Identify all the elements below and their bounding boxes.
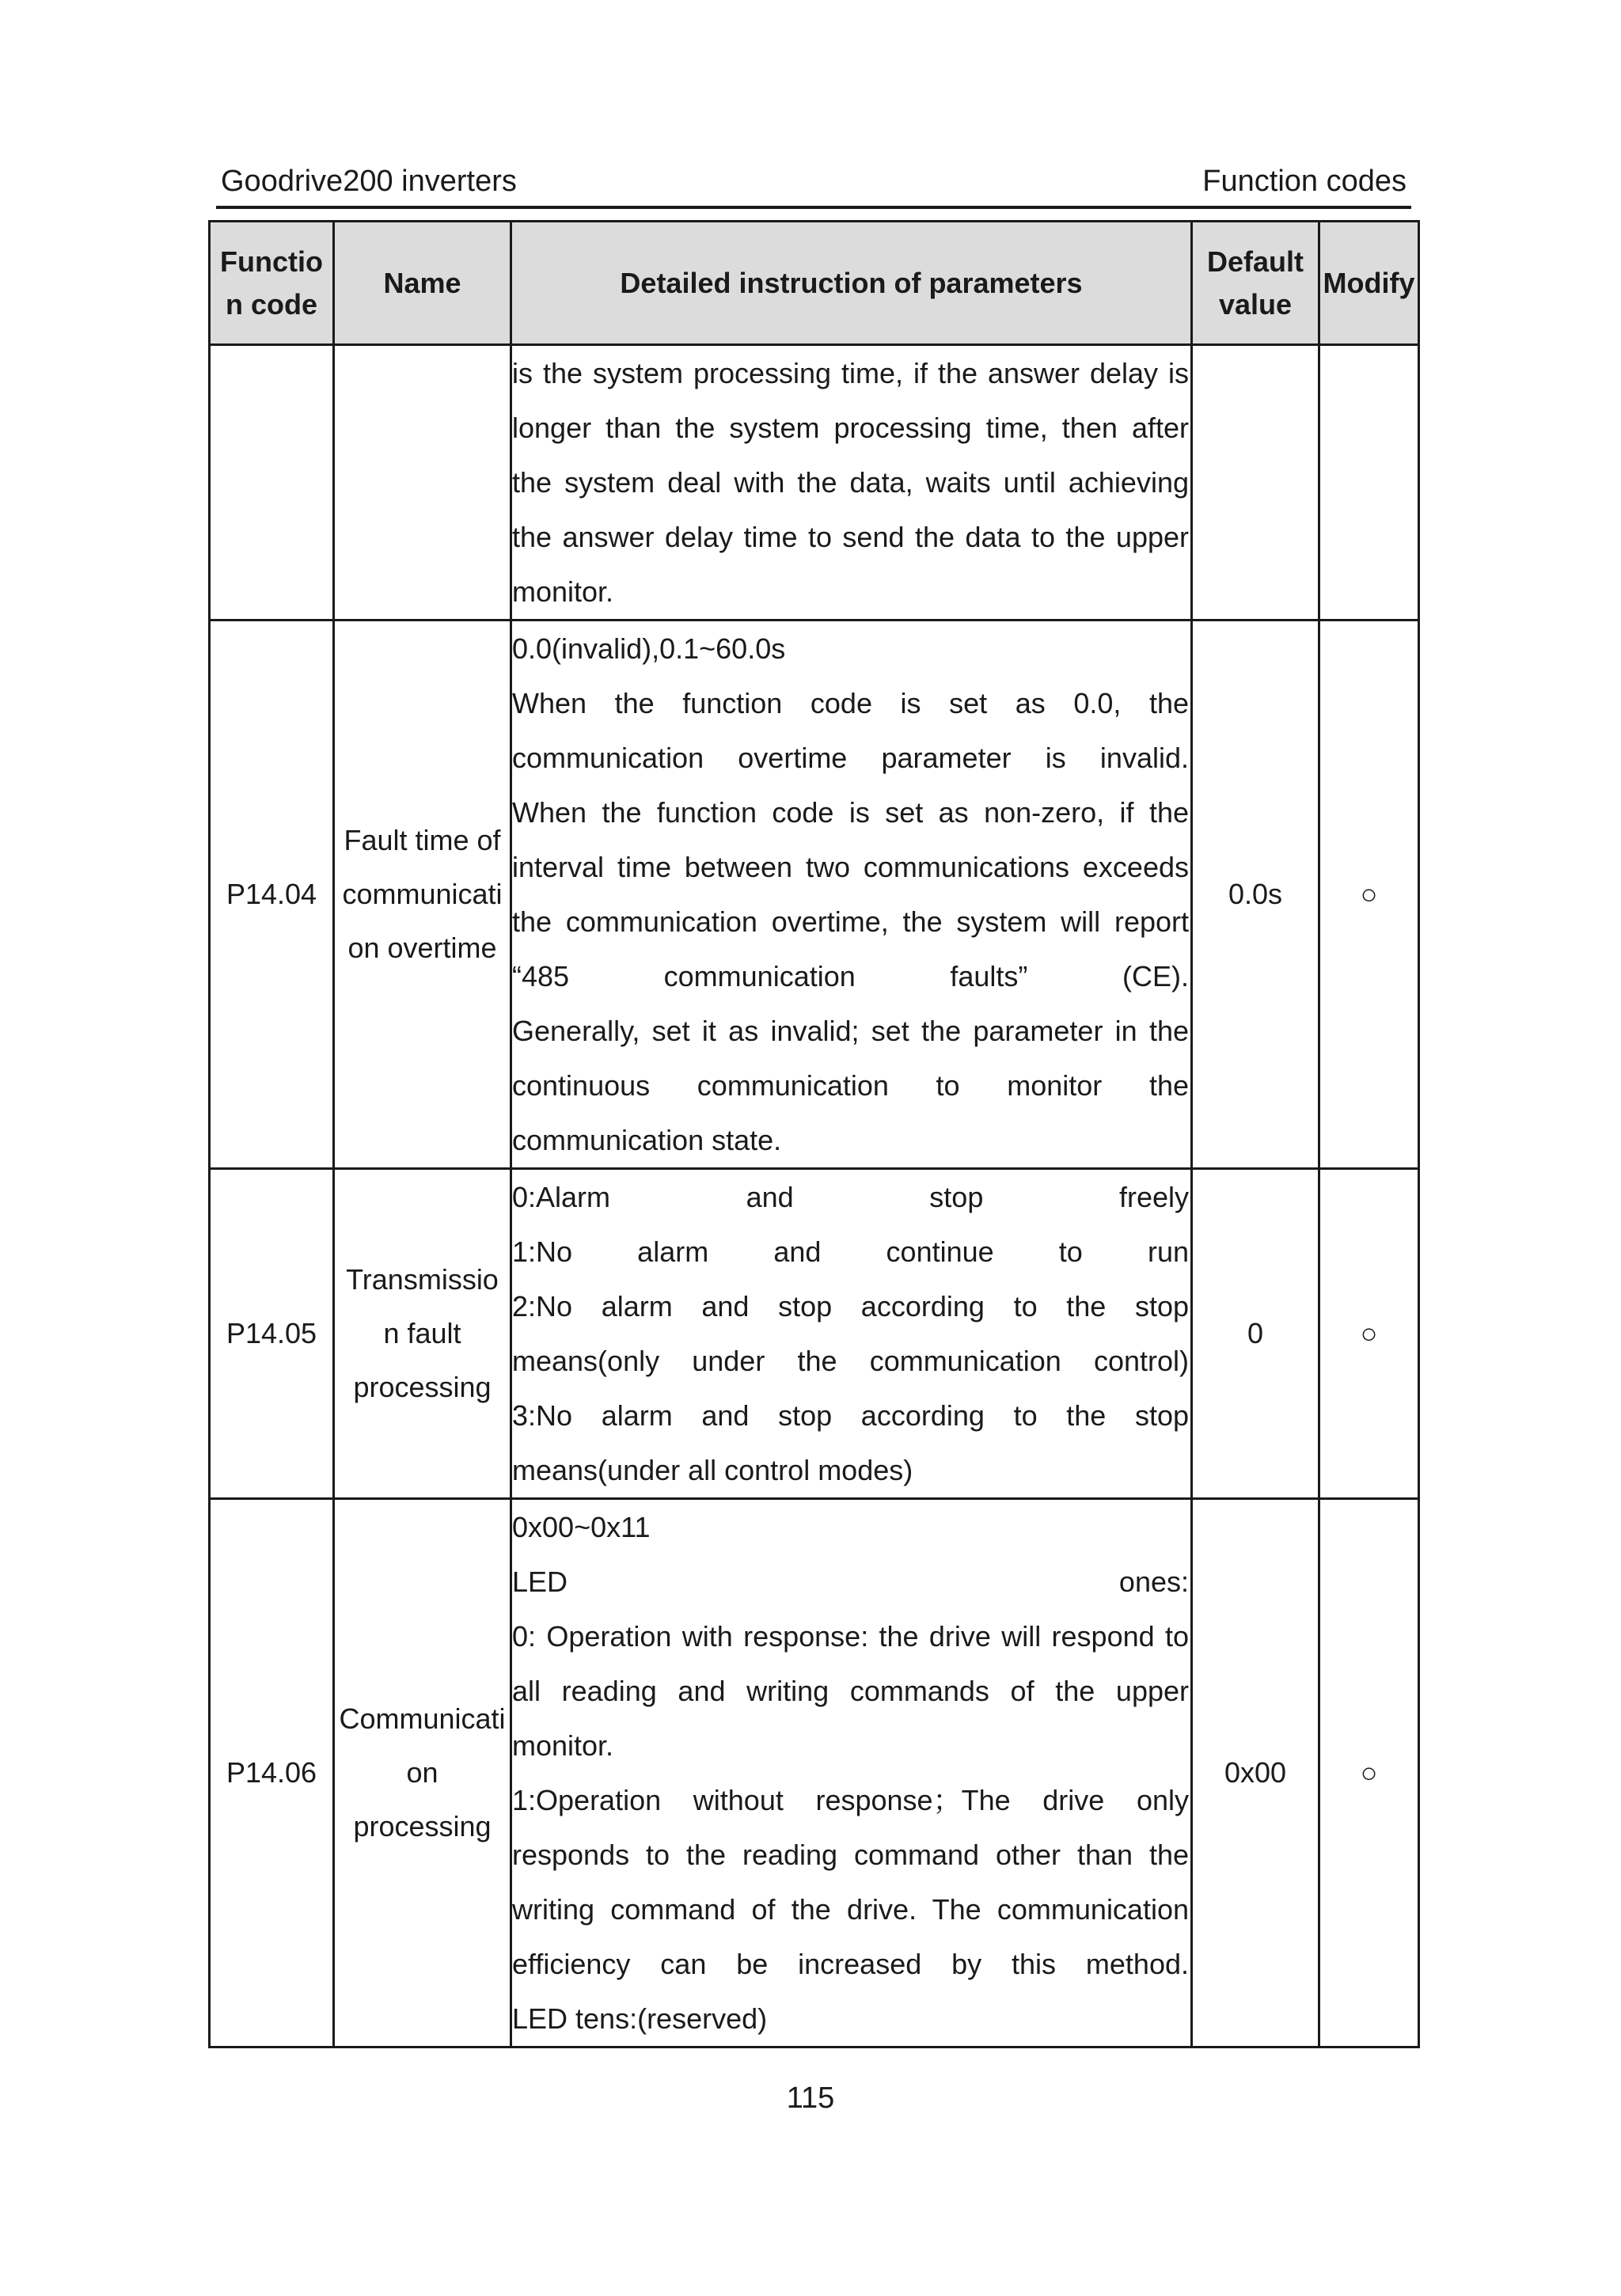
description-line: 0: Operation with response: the drive will respond to <box>512 1620 1189 1653</box>
parameter-name-cell <box>334 1169 511 1499</box>
parameter-name-cell <box>334 1499 511 2047</box>
header-function-code-line2: n code <box>225 287 317 321</box>
description-line: continuous communication to monitor the <box>512 1069 1189 1102</box>
function-code-cell: P14.05 <box>210 1169 334 1499</box>
description-line: When the function code is set as non-zero, if the <box>512 796 1189 829</box>
function-code-cell: P14.06 <box>210 1499 334 2047</box>
description-line: interval time between two communications exceeds <box>512 851 1189 883</box>
description-line: responds to the reading command other than the <box>512 1839 1189 1871</box>
description-line: communication state. <box>512 1124 782 1156</box>
parameter-name-line: processing <box>353 1371 492 1403</box>
parameter-name-line: Transmissio <box>346 1263 499 1296</box>
parameter-name-line: processing <box>353 1810 492 1842</box>
table-row <box>210 1169 1419 1499</box>
table-row <box>210 1499 1419 2047</box>
page-number: 115 <box>786 2082 835 2115</box>
modify-symbol-cell: ○ <box>1319 1169 1419 1499</box>
parameter-description-cell <box>511 1169 1192 1499</box>
default-value-cell: 0.0s <box>1192 620 1319 1169</box>
description-line: Generally, set it as invalid; set the parameter in the <box>512 1015 1189 1047</box>
modify-symbol-cell <box>1319 345 1419 620</box>
description-line: 3:No alarm and stop according to the stop <box>512 1399 1189 1432</box>
description-line: means(under all control modes) <box>512 1454 913 1486</box>
description-line: monitor. <box>512 1729 614 1762</box>
description-line: the answer delay time to send the data to the upper <box>512 521 1189 553</box>
parameter-name-cell <box>334 620 511 1169</box>
description-line: communication overtime parameter is invalid. <box>512 742 1189 774</box>
description-line: LED ones: <box>512 1565 1189 1598</box>
parameter-name-line: Communicati <box>339 1702 506 1735</box>
parameter-description-cell <box>511 345 1192 620</box>
description-line: LED tens:(reserved) <box>512 2002 768 2035</box>
header-function-code <box>210 222 334 345</box>
default-value-cell: 0 <box>1192 1169 1319 1499</box>
description-line: When the function code is set as 0.0, the <box>512 687 1189 719</box>
description-line: writing command of the drive. The communication <box>512 1893 1189 1926</box>
description-line: 0x00~0x11 <box>512 1511 651 1543</box>
modify-symbol-cell: ○ <box>1319 620 1419 1169</box>
description-line: 0:Alarm and stop freely <box>512 1181 1189 1213</box>
description-line: longer than the system processing time, then after <box>512 412 1189 444</box>
header-description: Detailed instruction of parameters <box>511 222 1192 345</box>
parameter-name-line: n fault <box>383 1317 461 1349</box>
parameter-name-line: on <box>406 1756 438 1789</box>
description-line: means(only under the communication control) <box>512 1345 1189 1377</box>
parameter-name-line: Fault time of <box>344 824 501 856</box>
parameter-description-cell <box>511 620 1192 1169</box>
description-line: 1:Operation without response；The drive only <box>512 1784 1189 1816</box>
parameter-name-line: on overtime <box>347 932 497 964</box>
table-row <box>210 345 1419 620</box>
default-value-cell <box>1192 345 1319 620</box>
parameter-name-cell <box>334 345 511 620</box>
table-body <box>210 345 1419 2047</box>
description-line: 0.0(invalid),0.1~60.0s <box>512 632 786 665</box>
description-line: the communication overtime, the system will report <box>512 905 1189 938</box>
modify-symbol-cell: ○ <box>1319 1499 1419 2047</box>
parameter-name-line: communicati <box>342 878 503 910</box>
header-default-line2: value <box>1218 287 1293 321</box>
header-title: Goodrive200 inverters <box>221 165 517 198</box>
function-code-table <box>208 220 1420 2048</box>
function-code-cell: P14.04 <box>210 620 334 1169</box>
description-line: 2:No alarm and stop according to the stop <box>512 1290 1189 1323</box>
description-line: the system deal with the data, waits until achieving <box>512 466 1189 499</box>
description-line: “485 communication faults” (CE). <box>512 960 1189 992</box>
header-name: Name <box>334 222 511 345</box>
description-line: efficiency can be increased by this method. <box>512 1948 1189 1980</box>
table-header-row <box>210 222 1419 345</box>
header-function-code-line1: Functio <box>220 245 323 278</box>
description-line: monitor. <box>512 575 614 608</box>
default-value-cell: 0x00 <box>1192 1499 1319 2047</box>
function-code-cell <box>210 345 334 620</box>
header-modify: Modify <box>1319 222 1419 345</box>
description-line: is the system processing time, if the answer delay is <box>512 357 1189 389</box>
page-header <box>216 160 1411 209</box>
header-section: Function codes <box>1202 165 1407 198</box>
description-line: 1:No alarm and continue to run <box>512 1235 1189 1268</box>
parameter-description-cell <box>511 1499 1192 2047</box>
table-row <box>210 620 1419 1169</box>
header-default-value <box>1192 222 1319 345</box>
header-default-line1: Default <box>1206 245 1304 278</box>
description-line: all reading and writing commands of the upper <box>512 1675 1189 1707</box>
